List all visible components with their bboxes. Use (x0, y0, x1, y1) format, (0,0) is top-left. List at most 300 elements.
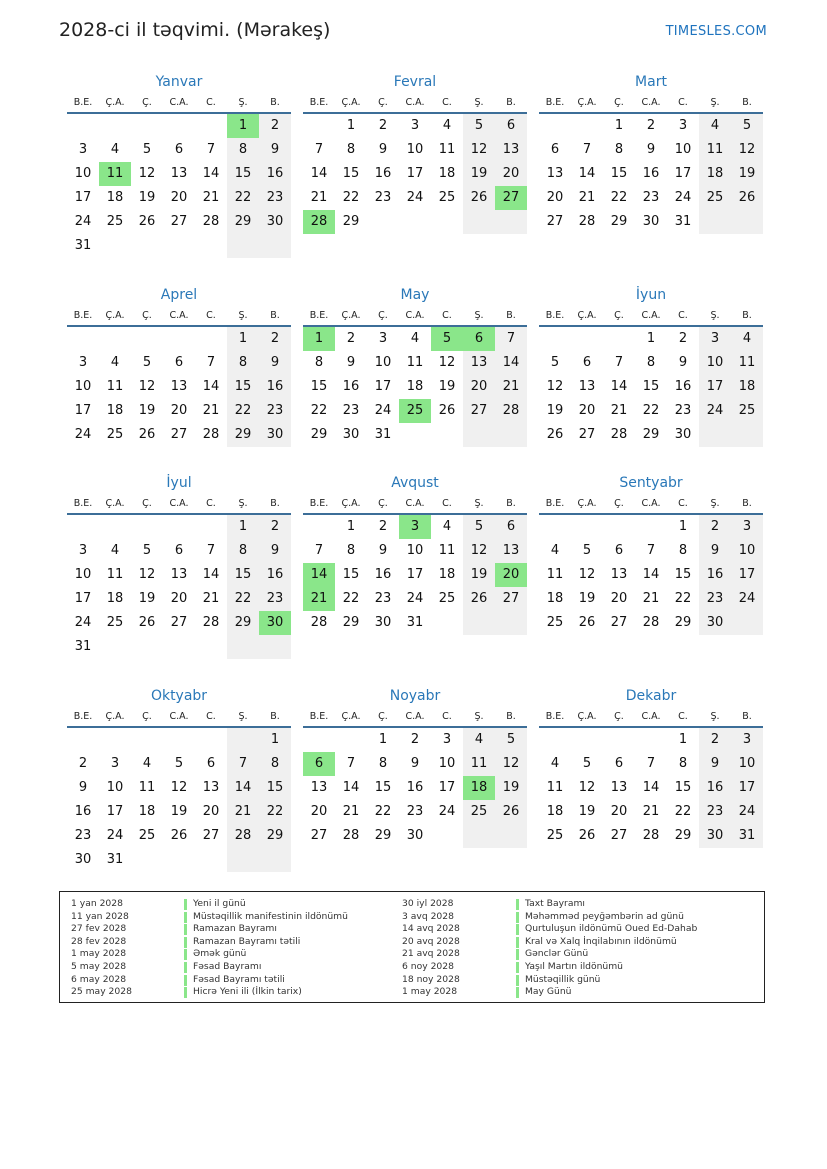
day-grid (67, 728, 291, 872)
legend-date: 3 avq 2028 (402, 910, 454, 922)
day-cell: 11 (463, 752, 495, 776)
weekday-label: Ç.A. (341, 498, 361, 509)
day-cell: 29 (374, 828, 392, 843)
empty-day-cell (227, 635, 259, 659)
weekday-label: C.A. (405, 310, 425, 321)
day-cell: 20 (578, 403, 596, 418)
weekday-label: C.A. (169, 310, 189, 321)
day-cell: 16 (699, 563, 731, 587)
weekday-label: Ç. (614, 711, 624, 722)
day-cell: 7 (646, 756, 656, 771)
legend-holiday-name: Əmək günü (193, 948, 247, 960)
day-cell: 12 (463, 539, 495, 563)
day-cell: 21 (578, 190, 596, 205)
weekday-label: Ç.A. (341, 310, 361, 321)
day-cell: 12 (438, 355, 456, 370)
day-cell: 23 (74, 828, 92, 843)
day-cell: 26 (463, 186, 495, 210)
legend-holiday-name: Hicrə Yeni ili (İlkin tarix) (193, 986, 302, 998)
day-cell: 26 (546, 427, 564, 442)
day-grid (539, 515, 763, 635)
weekday-label: Ç. (142, 498, 152, 509)
legend-item (60, 923, 760, 936)
weekday-header (303, 94, 527, 114)
day-cell: 6 (495, 515, 527, 539)
empty-day-cell (495, 611, 527, 635)
brand-link[interactable]: TIMESLES.COM (665, 24, 767, 39)
weekday-label: B. (270, 711, 280, 722)
day-cell: 11 (106, 379, 124, 394)
day-cell: 15 (342, 567, 360, 582)
day-cell: 22 (342, 190, 360, 205)
weekday-label: B.E. (309, 498, 329, 509)
day-cell: 1 (614, 118, 624, 133)
day-cell: 18 (546, 804, 564, 819)
holiday-legend (59, 891, 765, 1003)
day-cell: 3 (442, 732, 452, 747)
empty-day-cell (163, 234, 195, 258)
day-cell: 14 (495, 351, 527, 375)
day-cell: 24 (438, 804, 456, 819)
day-cell: 20 (546, 190, 564, 205)
day-cell: 26 (463, 587, 495, 611)
day-cell: 26 (438, 403, 456, 418)
empty-day-cell (163, 728, 195, 752)
day-cell: 6 (582, 355, 592, 370)
empty-day-cell (99, 635, 131, 659)
day-cell: 22 (674, 804, 692, 819)
weekday-label: Ç. (378, 310, 388, 321)
legend-holiday-name: Ramazan Bayramı (193, 923, 277, 935)
day-cell: 31 (374, 427, 392, 442)
day-cell: 28 (642, 828, 660, 843)
empty-day-cell (163, 848, 195, 872)
day-cell: 27 (578, 427, 596, 442)
day-cell: 26 (578, 828, 596, 843)
legend-holiday-name: Taxt Bayramı (525, 898, 585, 909)
day-cell: 25 (106, 214, 124, 229)
day-cell: 8 (678, 756, 688, 771)
day-cell: 23 (259, 186, 291, 210)
weekday-label: C.A. (641, 498, 661, 509)
empty-day-cell (259, 848, 291, 872)
weekday-label: B.E. (545, 97, 565, 108)
day-cell: 24 (74, 214, 92, 229)
weekday-label: Ş. (710, 97, 720, 108)
holiday-day-cell: 25 (399, 399, 431, 423)
empty-day-cell (99, 728, 131, 752)
day-cell: 9 (378, 543, 388, 558)
day-cell: 29 (227, 611, 259, 635)
day-cell: 31 (106, 852, 124, 867)
day-cell: 28 (495, 399, 527, 423)
empty-day-cell (539, 728, 571, 752)
month-2 (303, 72, 527, 234)
legend-color-marker (516, 962, 519, 973)
day-cell: 8 (227, 539, 259, 563)
day-cell: 31 (674, 214, 692, 229)
weekday-label: B. (270, 498, 280, 509)
day-cell: 11 (546, 780, 564, 795)
day-cell: 17 (699, 375, 731, 399)
day-cell: 25 (106, 615, 124, 630)
weekday-label: B. (506, 498, 516, 509)
day-cell: 9 (259, 539, 291, 563)
day-cell: 29 (674, 615, 692, 630)
day-grid (303, 728, 527, 848)
day-cell: 13 (578, 379, 596, 394)
day-cell: 24 (674, 190, 692, 205)
day-cell: 10 (731, 539, 763, 563)
weekday-label: C. (442, 498, 452, 509)
legend-holiday-name: Yaşıl Martın ildönümü (525, 961, 623, 972)
day-cell: 29 (342, 615, 360, 630)
day-cell: 29 (610, 214, 628, 229)
holiday-day-cell: 21 (303, 587, 335, 611)
day-cell: 13 (546, 166, 564, 181)
day-cell: 10 (674, 142, 692, 157)
holiday-day-cell: 1 (227, 114, 259, 138)
day-cell: 28 (342, 828, 360, 843)
day-cell: 4 (442, 118, 452, 133)
empty-day-cell (195, 728, 227, 752)
day-cell: 17 (406, 567, 424, 582)
day-cell: 4 (550, 543, 560, 558)
day-cell: 16 (342, 379, 360, 394)
day-cell: 25 (138, 828, 156, 843)
day-grid (539, 327, 763, 447)
day-cell: 15 (227, 563, 259, 587)
legend-date: 18 noy 2028 (402, 973, 460, 985)
day-cell: 17 (438, 780, 456, 795)
day-cell: 5 (550, 355, 560, 370)
day-cell: 21 (342, 804, 360, 819)
day-cell: 6 (206, 756, 216, 771)
day-cell: 23 (342, 403, 360, 418)
weekday-label: Ç. (378, 498, 388, 509)
day-cell: 2 (346, 331, 356, 346)
legend-date: 14 avq 2028 (402, 923, 460, 935)
empty-day-cell (195, 327, 227, 351)
day-grid (67, 327, 291, 447)
month-name: Oktyabr (150, 688, 208, 704)
empty-day-cell (731, 611, 763, 635)
month-name: Dekabr (625, 688, 677, 704)
day-cell: 18 (699, 162, 731, 186)
empty-day-cell (603, 515, 635, 539)
day-cell: 14 (202, 166, 220, 181)
empty-day-cell (163, 635, 195, 659)
day-cell: 14 (342, 780, 360, 795)
day-cell: 7 (314, 142, 324, 157)
day-cell: 9 (259, 351, 291, 375)
day-cell: 15 (342, 166, 360, 181)
empty-day-cell (67, 515, 99, 539)
empty-day-cell (431, 824, 463, 848)
month-name: Fevral (393, 74, 437, 90)
legend-date: 27 fev 2028 (71, 923, 127, 935)
day-cell: 5 (582, 756, 592, 771)
day-cell: 9 (699, 539, 731, 563)
empty-day-cell (463, 611, 495, 635)
day-cell: 17 (674, 166, 692, 181)
day-cell: 14 (227, 776, 259, 800)
day-cell: 25 (463, 800, 495, 824)
day-cell: 28 (227, 824, 259, 848)
day-cell: 2 (410, 732, 420, 747)
day-cell: 6 (614, 756, 624, 771)
day-cell: 18 (106, 403, 124, 418)
day-cell: 4 (442, 519, 452, 534)
day-cell: 3 (410, 118, 420, 133)
day-cell: 26 (138, 427, 156, 442)
day-cell: 4 (699, 114, 731, 138)
day-cell: 21 (227, 800, 259, 824)
day-cell: 15 (227, 162, 259, 186)
weekday-label: Ş. (710, 310, 720, 321)
day-cell: 14 (642, 780, 660, 795)
day-cell: 2 (699, 728, 731, 752)
day-cell: 5 (142, 543, 152, 558)
day-cell: 9 (78, 780, 88, 795)
weekday-label: B. (506, 310, 516, 321)
empty-day-cell (163, 327, 195, 351)
legend-item (60, 961, 760, 974)
day-cell: 26 (138, 615, 156, 630)
legend-date: 30 iyl 2028 (402, 898, 454, 909)
day-cell: 25 (106, 427, 124, 442)
day-cell: 20 (170, 190, 188, 205)
month-name: Noyabr (389, 688, 441, 704)
day-cell: 14 (642, 567, 660, 582)
day-cell: 31 (74, 639, 92, 654)
day-cell: 6 (174, 355, 184, 370)
day-cell: 19 (138, 403, 156, 418)
day-cell: 30 (699, 824, 731, 848)
day-cell: 24 (74, 427, 92, 442)
weekday-label: Ç. (142, 310, 152, 321)
day-cell: 16 (74, 804, 92, 819)
day-cell: 13 (463, 351, 495, 375)
day-cell: 10 (699, 351, 731, 375)
weekday-label: B. (506, 97, 516, 108)
holiday-day-cell: 20 (495, 563, 527, 587)
day-cell: 30 (699, 611, 731, 635)
day-cell: 15 (374, 780, 392, 795)
day-cell: 22 (227, 399, 259, 423)
day-cell: 23 (699, 587, 731, 611)
day-cell: 9 (699, 752, 731, 776)
day-cell: 13 (202, 780, 220, 795)
weekday-label: C.A. (405, 498, 425, 509)
day-cell: 19 (138, 591, 156, 606)
day-cell: 2 (699, 515, 731, 539)
day-cell: 30 (642, 214, 660, 229)
day-cell: 2 (259, 114, 291, 138)
day-cell: 12 (578, 780, 596, 795)
day-cell: 1 (678, 519, 688, 534)
weekday-label: C. (678, 97, 688, 108)
day-cell: 8 (227, 138, 259, 162)
day-cell: 15 (610, 166, 628, 181)
day-cell: 15 (259, 776, 291, 800)
day-cell: 11 (438, 543, 456, 558)
weekday-label: C. (206, 310, 216, 321)
weekday-label: Ç. (614, 498, 624, 509)
month-7 (67, 473, 291, 659)
weekday-label: C. (442, 711, 452, 722)
weekday-label: B.E. (545, 310, 565, 321)
day-cell: 12 (578, 567, 596, 582)
day-cell: 21 (610, 403, 628, 418)
weekday-label: C.A. (169, 498, 189, 509)
day-cell: 13 (610, 567, 628, 582)
legend-color-marker (516, 937, 519, 948)
day-cell: 18 (731, 375, 763, 399)
day-cell: 30 (406, 828, 424, 843)
day-cell: 1 (227, 327, 259, 351)
empty-day-cell (431, 210, 463, 234)
empty-day-cell (99, 234, 131, 258)
month-10 (67, 686, 291, 872)
day-cell: 27 (202, 828, 220, 843)
weekday-label: Ş. (710, 498, 720, 509)
day-cell: 10 (731, 752, 763, 776)
weekday-header (67, 94, 291, 114)
day-cell: 18 (106, 591, 124, 606)
day-cell: 11 (731, 351, 763, 375)
holiday-day-cell: 27 (495, 186, 527, 210)
weekday-label: Ç. (378, 97, 388, 108)
empty-day-cell (131, 515, 163, 539)
day-cell: 29 (227, 210, 259, 234)
day-cell: 29 (259, 824, 291, 848)
weekday-header (67, 708, 291, 728)
empty-day-cell (195, 848, 227, 872)
day-cell: 19 (138, 190, 156, 205)
legend-date: 28 fev 2028 (71, 935, 127, 947)
day-cell: 24 (74, 615, 92, 630)
legend-color-marker (516, 975, 519, 986)
weekday-label: Ç.A. (341, 711, 361, 722)
day-grid (539, 728, 763, 848)
empty-day-cell (539, 327, 571, 351)
weekday-label: Ç.A. (105, 711, 125, 722)
holiday-day-cell: 28 (303, 210, 335, 234)
month-name: Sentyabr (619, 475, 683, 491)
day-cell: 3 (699, 327, 731, 351)
day-cell: 5 (495, 728, 527, 752)
day-cell: 11 (138, 780, 156, 795)
day-cell: 17 (74, 591, 92, 606)
day-cell: 16 (406, 780, 424, 795)
weekday-label: B. (506, 711, 516, 722)
day-cell: 17 (74, 190, 92, 205)
legend-holiday-name: Gənclər Günü (525, 948, 589, 960)
empty-day-cell (463, 210, 495, 234)
empty-day-cell (463, 824, 495, 848)
day-cell: 2 (378, 118, 388, 133)
day-cell: 29 (674, 828, 692, 843)
day-cell: 13 (170, 567, 188, 582)
day-cell: 16 (259, 563, 291, 587)
weekday-label: Ş. (238, 97, 248, 108)
weekday-label: Ç. (378, 711, 388, 722)
day-cell: 1 (678, 732, 688, 747)
day-cell: 21 (202, 403, 220, 418)
day-cell: 22 (342, 591, 360, 606)
day-cell: 30 (259, 423, 291, 447)
weekday-label: B.E. (73, 97, 93, 108)
day-cell: 29 (310, 427, 328, 442)
month-name: İyul (166, 475, 192, 491)
day-cell: 27 (170, 214, 188, 229)
day-cell: 24 (374, 403, 392, 418)
day-cell: 28 (578, 214, 596, 229)
day-cell: 5 (142, 355, 152, 370)
weekday-label: C. (206, 711, 216, 722)
day-cell: 12 (731, 138, 763, 162)
day-cell: 12 (463, 138, 495, 162)
day-cell: 20 (463, 375, 495, 399)
empty-day-cell (399, 423, 431, 447)
day-cell: 17 (731, 563, 763, 587)
day-cell: 18 (106, 190, 124, 205)
day-cell: 26 (138, 214, 156, 229)
empty-day-cell (163, 114, 195, 138)
day-cell: 1 (346, 118, 356, 133)
day-cell: 31 (74, 238, 92, 253)
month-5 (303, 285, 527, 447)
day-cell: 16 (699, 776, 731, 800)
weekday-label: B. (742, 310, 752, 321)
day-cell: 1 (378, 732, 388, 747)
month-12 (539, 686, 763, 848)
day-cell: 22 (374, 804, 392, 819)
day-cell: 12 (138, 166, 156, 181)
month-name: May (400, 287, 430, 303)
weekday-header (539, 708, 763, 728)
day-cell: 17 (106, 804, 124, 819)
day-cell: 25 (438, 591, 456, 606)
day-cell: 9 (378, 142, 388, 157)
day-cell: 29 (342, 214, 360, 229)
weekday-label: Ç.A. (577, 310, 597, 321)
day-cell: 21 (202, 190, 220, 205)
day-cell: 4 (731, 327, 763, 351)
day-grid (539, 114, 763, 234)
day-cell: 2 (259, 515, 291, 539)
day-cell: 26 (495, 800, 527, 824)
day-cell: 28 (202, 427, 220, 442)
month-name: Mart (635, 74, 667, 90)
day-cell: 27 (610, 828, 628, 843)
day-cell: 7 (206, 355, 216, 370)
day-cell: 8 (378, 756, 388, 771)
empty-day-cell (495, 210, 527, 234)
day-cell: 6 (174, 142, 184, 157)
day-cell: 25 (546, 828, 564, 843)
legend-item (60, 986, 760, 999)
day-cell: 5 (142, 142, 152, 157)
month-4 (67, 285, 291, 447)
day-cell: 27 (546, 214, 564, 229)
day-cell: 3 (78, 543, 88, 558)
empty-day-cell (227, 848, 259, 872)
month-name: İyun (635, 287, 667, 303)
day-cell: 28 (642, 615, 660, 630)
day-cell: 16 (374, 567, 392, 582)
